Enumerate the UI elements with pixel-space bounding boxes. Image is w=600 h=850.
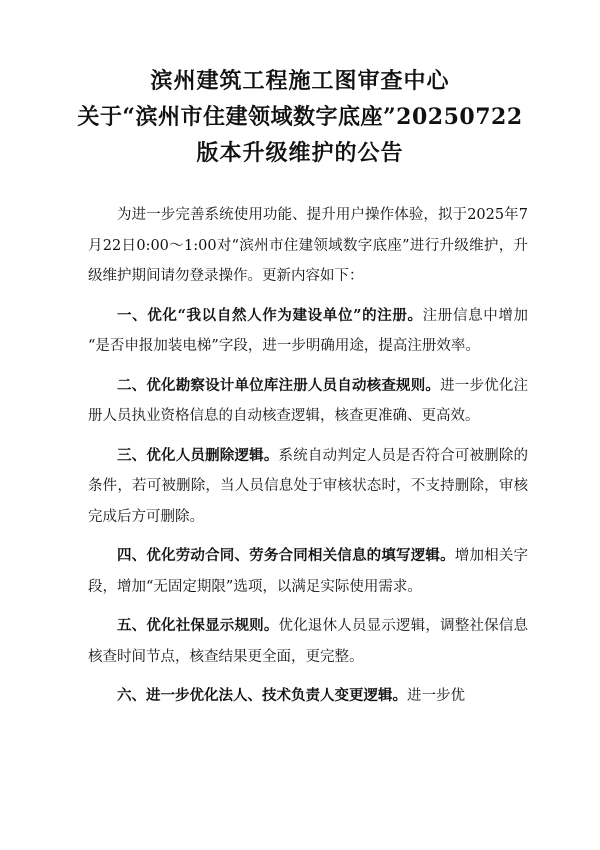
notice-body [88,200,528,721]
update-item-heading: 一、优化“我以自然人作为建设单位”的注册。 [117,306,423,324]
update-item-heading: 六、进一步优化法人、技术负责人变更逻辑。 [117,687,407,704]
document-title-line1: 滨州建筑工程施工图审查中心 [150,68,450,94]
update-item-heading: 二、优化勘察设计单位库注册人员自动核查规则。 [117,376,441,394]
document-title-line2: 关于“滨州市住建领域数字底座”20250722 [77,104,523,130]
update-item-text: 优化退休人员显示逻辑，调整社保信息核查时间节点，核查结果更全面，更完整。 [88,618,529,665]
update-item-6 [88,681,528,712]
update-item-1 [88,301,528,362]
update-item-text: 系统自动判定人员是否符合可被删除的条件，若可被删除，当人员信息处于审核状态时，不支持删除，审核完成后方可删除。 [88,447,529,525]
update-item-heading: 三、优化人员删除逻辑。 [117,446,279,464]
update-item-heading: 四、优化劳动合同、劳务合同相关信息的填写逻辑。 [117,547,455,564]
update-item-text: 进一步优 [407,688,465,704]
intro-paragraph: 为进一步完善系统使用功能、提升用户操作体验，拟于2025年7月22日0:00～1:00对“滨州市住建领域数字底座”进行升级维护，升级维护期间请勿登录操作。更新内容如下： [88,207,528,284]
update-item-text: 增加相关字段，增加“无固定期限”选项，以满足实际使用需求。 [88,548,529,595]
document-title-line3: 版本升级维护的公告 [196,140,404,166]
update-item-heading: 五、优化社保显示规则。 [117,617,279,634]
update-item-5 [88,611,528,672]
update-item-3 [88,441,528,533]
update-item-4 [88,541,528,602]
update-item-text: 进一步优化注册人员执业资格信息的自动核查逻辑，核查更准确、更高效。 [88,377,529,424]
update-item-2 [88,371,528,432]
update-item-text: 注册信息中增加 “是否申报加装电梯”字段，进一步明确用途，提高注册效率。 [88,307,529,354]
